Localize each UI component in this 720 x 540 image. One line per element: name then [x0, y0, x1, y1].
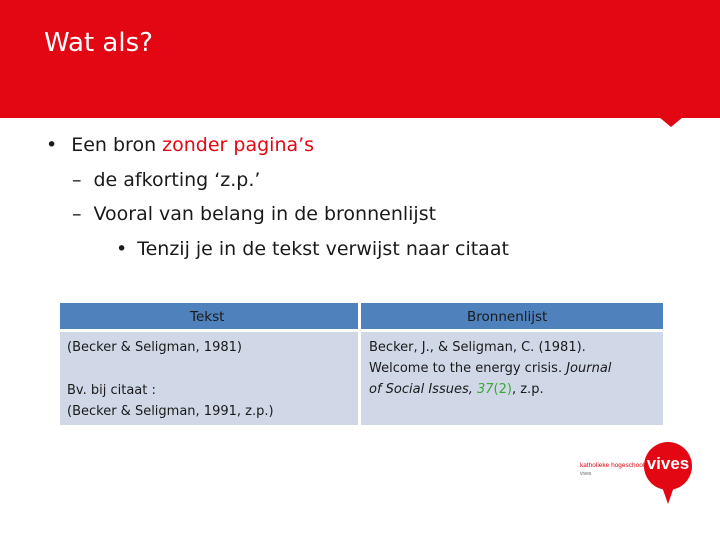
cell-text-line: Bv. bij citaat : — [67, 383, 156, 398]
reference-line-1: Becker, J., & Seligman, C. (1981). — [369, 340, 586, 355]
bullet-3-text: Vooral van belang in de bronnenlijst — [93, 203, 437, 225]
bullet-4-text: Tenzij je in de tekst verwijst naar citaat — [137, 238, 509, 260]
slide-title: Wat als? — [44, 28, 153, 58]
bullet-2 — [72, 169, 260, 191]
logo-tagline — [580, 462, 644, 478]
reference-journal: of Social Issues — [369, 382, 469, 397]
header-band — [0, 0, 720, 118]
cell-text-line: (Becker & Seligman, 1981) — [67, 340, 242, 355]
bullet-3 — [72, 203, 436, 225]
reference-volume: 37 — [477, 382, 494, 397]
bullet-dash-icon: – — [72, 169, 82, 191]
reference-separator: , — [468, 382, 477, 397]
table-cell-bronnenlijst — [361, 332, 663, 425]
table-cell-tekst — [60, 332, 358, 425]
table-header-tekst — [60, 303, 358, 329]
cell-text-line: (Becker & Seligman, 1991, z.p.) — [67, 404, 274, 419]
reference-line-3 — [369, 379, 544, 400]
bullet-1-text: Een bron — [71, 134, 163, 156]
table-header-label: Bronnenlijst — [467, 309, 548, 325]
reference-tail: , z.p. — [511, 382, 544, 397]
logo-tagline-line2: vives — [580, 471, 592, 477]
table-header-bronnenlijst — [361, 303, 663, 329]
reference-title: Welcome to the energy crisis. — [369, 361, 567, 376]
bullet-dash-icon: – — [72, 203, 82, 225]
logo-tagline-line1: katholieke hogeschool — [580, 462, 645, 469]
reference-journal: Journal — [566, 361, 612, 376]
bullet-1 — [46, 134, 314, 156]
reference-line-2 — [369, 358, 611, 379]
bullet-dot-icon: • — [46, 134, 58, 156]
table-header-label: Tekst — [190, 309, 225, 325]
header-notch — [659, 117, 683, 127]
logo-word: vives — [646, 454, 690, 473]
bullet-4 — [116, 238, 509, 260]
bullet-dot-icon: • — [116, 238, 128, 260]
bullet-2-text: de afkorting ‘z.p.’ — [93, 169, 261, 191]
citation-table — [60, 303, 663, 425]
logo-drop-tip-icon — [661, 484, 675, 504]
bullet-1-highlight: zonder pagina’s — [162, 134, 315, 156]
reference-issue: (2) — [493, 382, 512, 397]
vives-logo — [580, 440, 700, 508]
